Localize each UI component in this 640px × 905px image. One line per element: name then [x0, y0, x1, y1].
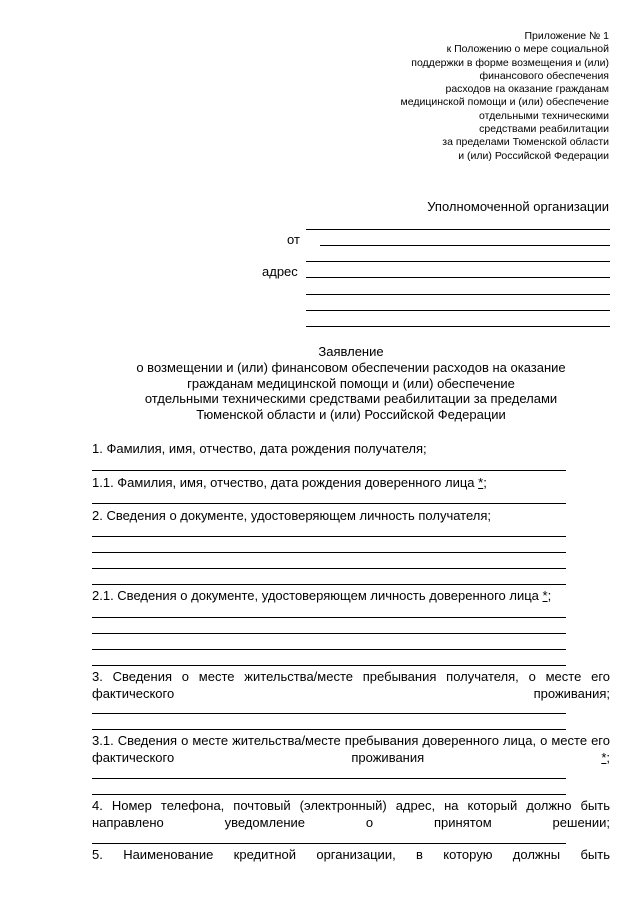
item-3-1-label: 3.1. Сведения о месте жительства/месте пребывания доверенного лица, о месте его фактического проживания *; [92, 733, 610, 765]
item-3-1-field-line[interactable] [92, 778, 566, 779]
organization-label: Уполномоченной организации [427, 199, 609, 214]
item-1-label: 1. Фамилия, имя, отчество, дата рождения получателя; [92, 441, 427, 456]
item-1-1-field-line[interactable] [92, 503, 566, 504]
item-4-label: 4. Номер телефона, почтовый (электронный) адрес, на который должно быть направлено уведомление о принятом решении; [92, 798, 610, 830]
footnote-mark: * [478, 475, 484, 490]
address-field-line[interactable] [306, 326, 610, 327]
item-4-field-line[interactable] [92, 843, 566, 844]
item-1-field-line[interactable] [92, 470, 566, 471]
appendix-line: медицинской помощи и (или) обеспечение [400, 96, 609, 109]
appendix-line: и (или) Российской Федерации [458, 149, 609, 162]
appendix-line: за пределами Тюменской области [442, 136, 609, 149]
item-5-label: 5. Наименование кредитной организации, в которую должны быть [92, 847, 610, 862]
item-3-label: 3. Сведения о месте жительства/месте пребывания получателя, о месте его фактического проживания; [92, 669, 610, 701]
item-2-1-label: 2.1. Сведения о документе, удостоверяющем личность доверенного лица *; [92, 588, 552, 603]
appendix-line: расходов на оказание гражданам [445, 83, 609, 96]
item-2-1-field-line[interactable] [92, 617, 566, 618]
item-2-1-field-line[interactable] [92, 633, 566, 634]
appendix-line: к Положению о мере социальной [446, 43, 609, 56]
item-2-1-field-line[interactable] [92, 665, 566, 666]
appendix-line: Приложение № 1 [524, 30, 609, 42]
address-field-line[interactable] [306, 261, 610, 262]
item-2-field-line[interactable] [92, 584, 566, 585]
title-line: гражданам медицинской помощи и (или) обеспечение [187, 375, 515, 391]
item-3-1-field-line[interactable] [92, 794, 566, 795]
from-label: от [287, 232, 300, 247]
address-field-line[interactable] [306, 310, 610, 311]
title-line: о возмещении и (или) финансовом обеспечении расходов на оказание [136, 359, 566, 375]
footnote-mark: * [601, 750, 607, 765]
item-2-field-line[interactable] [92, 568, 566, 569]
title-heading: Заявление [318, 344, 384, 359]
item-2-1-field-line[interactable] [92, 649, 566, 650]
document-title [92, 344, 610, 423]
address-field-line[interactable] [306, 294, 610, 295]
appendix-line: поддержки в форме возмещения и (или) [411, 56, 609, 69]
from-field-line[interactable] [320, 245, 610, 246]
address-field-line[interactable] [306, 277, 610, 278]
item-2-field-line[interactable] [92, 552, 566, 553]
item-2-field-line[interactable] [92, 536, 566, 537]
appendix-line: средствами реабилитации [479, 123, 609, 136]
footnote-mark: * [542, 588, 548, 603]
item-3-field-line[interactable] [92, 713, 566, 714]
appendix-line: финансового обеспечения [479, 69, 609, 82]
item-2-label: 2. Сведения о документе, удостоверяющем личность получателя; [92, 508, 492, 523]
item-1-1-label: 1.1. Фамилия, имя, отчество, дата рождения доверенного лица *; [92, 475, 487, 490]
appendix-line: отдельными техническими [479, 109, 609, 122]
item-3-field-line[interactable] [92, 729, 566, 730]
title-line: Тюменской области и (или) Российской Федерации [196, 407, 506, 423]
from-field-line[interactable] [306, 229, 610, 230]
appendix-note [279, 30, 609, 163]
address-label: адрес [262, 264, 298, 279]
title-line: отдельными техническими средствами реабилитации за пределами [144, 391, 558, 407]
